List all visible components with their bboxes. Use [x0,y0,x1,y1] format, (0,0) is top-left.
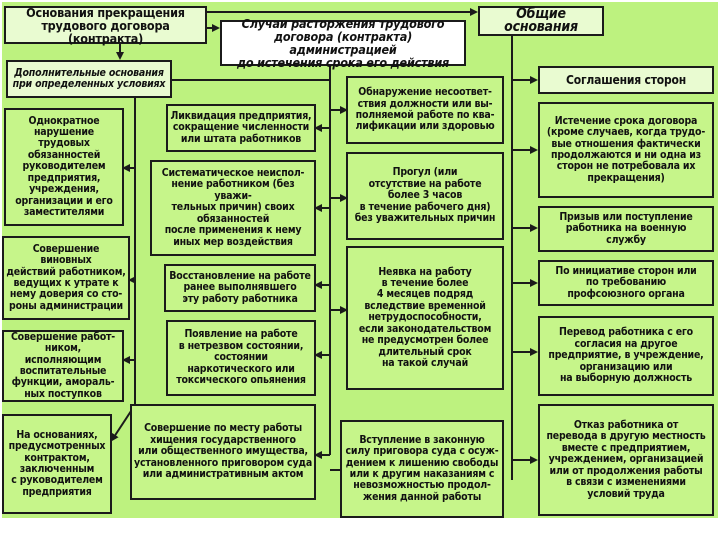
center-item-4: Вступление в законную силу приговора суда с осуж- дением к лишению свободы или к другим наказаниям с невозможностью продол- жения данной работы [340,420,504,518]
general-item-1: Соглашения сторон [538,66,714,94]
termination-grounds-box: Основания прекращения трудового договора (контракта) [4,6,207,44]
general-grounds-box: Общие основания [478,6,604,36]
middle-item-5: Совершение по месту работы хищения государственного или общественного имущества, установленного приговором суда или административным актом [130,404,316,500]
general-item-6: Отказ работника от перевода в другую местность вместе с предприятием, учреждением, организацией или от продолжения работы в связи с изменениями условий труда [538,404,714,516]
general-item-2: Истечение срока договора (кроме случаев, когда трудо- вые отношения фактически продолжаются и ни одна из сторон не потребовала их прекращения) [538,102,714,198]
middle-item-1: Ликвидация предприятия, сокращение численности или штата работников [166,104,316,152]
center-item-2: Прогул (или отсутствие на работе более 3 часов в течение рабочего дня) без уважительных причин [346,152,504,240]
middle-item-4: Появление на работе в нетрезвом состоянии, состоянии наркотического или токсического опьянения [166,320,316,396]
general-item-3: Призыв или поступление работника на военную службу [538,206,714,252]
center-item-1: Обнаружение несоответ- ствия должности или вы- полняемой работе по ква- лификации или здоровью [346,76,504,144]
general-item-4: По инициативе сторон или по требованию профсоюзного органа [538,260,714,306]
employer-cases-box: Случаи расторжения трудового договора (контракта) администрацией до истечения срока его действия [220,20,466,66]
middle-item-3: Восстановление на работе ранее выполнявшего эту работу работника [164,264,316,312]
middle-item-2: Систематическое неиспол- нение работником (без уважи- тельных причин) своих обязанностей после применения к нему иных мер воздействия [150,160,316,256]
additional-item-4: На основаниях, предусмотренных контрактом, заключенным с руководителем предприятия [2,414,112,514]
additional-item-2: Совершение виновных действий работником, ведущих к утрате к нему доверия со сто- роны администрации [2,236,130,320]
additional-item-3: Совершение работ- ником, исполняющим воспитательные функции, амораль- ных поступков [2,330,124,402]
general-item-5: Перевод работника с его согласия на другое предприятие, в учреждение, организацию или на выборную должность [538,316,714,396]
center-item-3: Неявка на работу в течение более 4 месяцев подряд вследствие временной нетрудоспособности, если законодательством не предусмотрен более длительный срок на такой случай [346,246,504,390]
additional-grounds-title: Дополнительные основания при определенных условиях [6,60,172,98]
additional-item-1: Однократное нарушение трудовых обязанностей руководителем предприятия, учреждения, организации и его заместителями [4,108,124,226]
